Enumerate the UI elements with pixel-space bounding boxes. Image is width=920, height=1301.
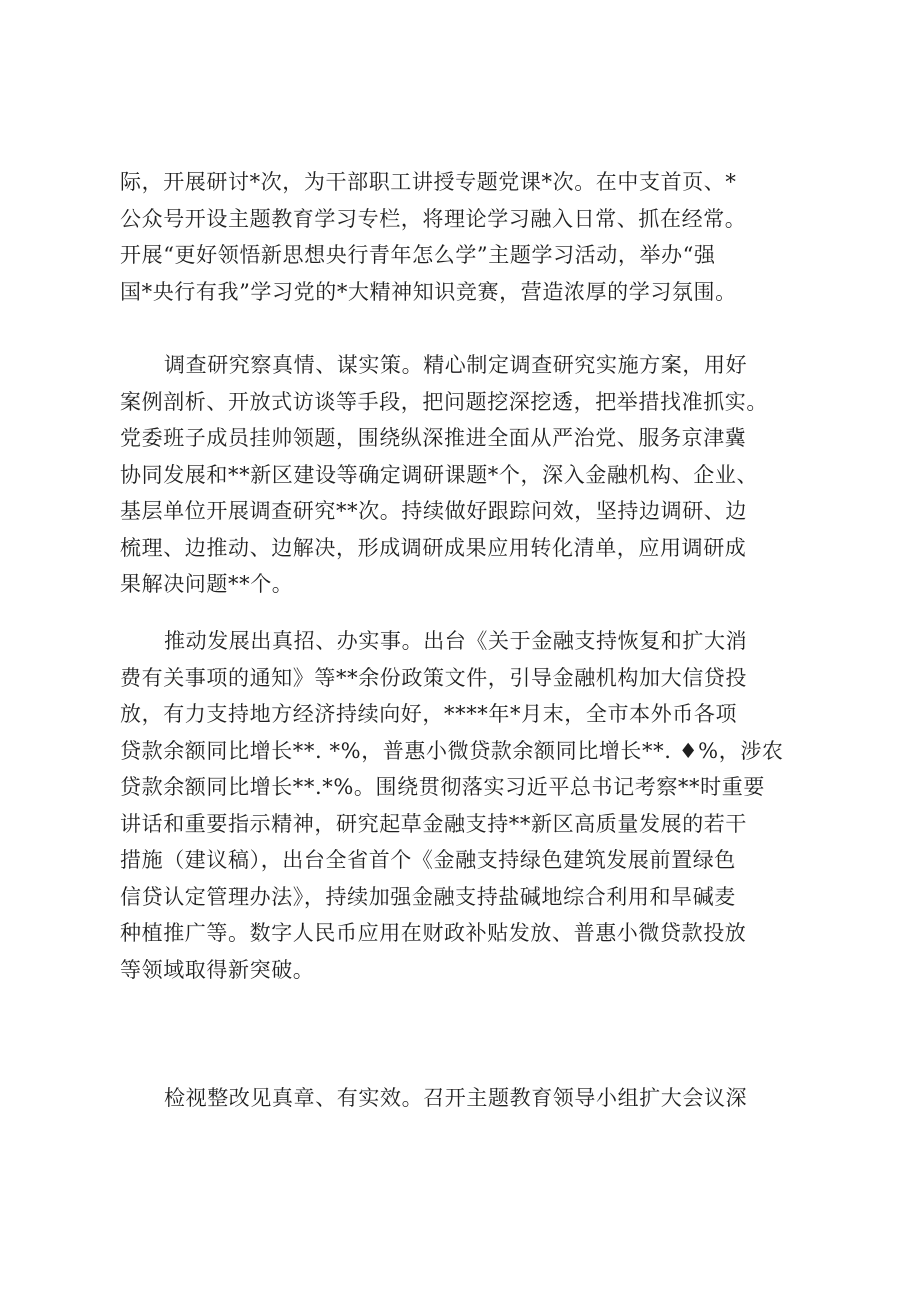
text-line: 等领域取得新突破。: [120, 957, 315, 982]
text-line: 公众号开设主题教育学习专栏，将理论学习融入日常、抓在经常。: [120, 206, 747, 231]
text-line: 协同发展和**新区建设等确定调研课题*个，深入金融机构、企业、: [120, 462, 759, 487]
text-line: 费有关事项的通知》等**余份政策文件，引导金融机构加大信贷投: [120, 665, 747, 690]
text-line: 放，有力支持地方经济持续向好，****年*月末，全市本外币各项: [120, 702, 738, 726]
text-line: 开展“更好领悟新思想央行青年怎么学”主题学习活动，举办“强: [120, 243, 716, 267]
paragraph-development: [120, 623, 820, 988]
text-line: 梳理、边推动、边解决，形成调研成果应用转化清单，应用调研成: [120, 535, 747, 560]
text-line: 信贷认定管理办法》，持续加强金融支持盐碱地综合利用和旱碱麦: [120, 884, 736, 909]
text-line: 检视整改见真章、有实效。召开主题教育领导小组扩大会议深: [164, 1086, 748, 1110]
paragraph-study: [120, 164, 820, 310]
text-line: 果解决问题**个。: [120, 572, 294, 596]
text-line: 贷款余额同比增长**. *%，普惠小微贷款余额同比增长**. ♦%，涉农: [120, 738, 784, 763]
text-line: 案例剖析、开放式访谈等手段，把问题挖深挖透，把举措找准抓实。: [120, 389, 768, 414]
text-line: 基层单位开展调查研究**次。持续做好跟踪问效，坚持边调研、边: [120, 499, 747, 523]
text-line: 调查研究察真情、谋实策。精心制定调查研究实施方案，用好: [164, 353, 748, 377]
text-line: 党委班子成员挂帅领题，围绕纵深推进全面从严治党、服务京津冀: [120, 426, 747, 450]
text-line: 际，开展研讨*次，为干部职工讲授专题党课*次。在中支首页、*: [120, 170, 737, 194]
text-line: 措施（建议稿），出台全省首个《金融支持绿色建筑发展前置绿色: [120, 848, 736, 872]
text-line: 种植推广等。数字人民币应用在财政补贴发放、普惠小微贷款投放: [120, 921, 747, 945]
paragraph-research: [120, 347, 820, 603]
text-line: 贷款余额同比增长**.*%。围绕贯彻落实习近平总书记考察**时重要: [120, 775, 765, 799]
text-line: 推动发展出真招、办实事。出台《关于金融支持恢复和扩大消: [164, 629, 748, 653]
paragraph-rectification: [120, 1080, 820, 1117]
text-line: 讲话和重要指示精神，研究起草金融支持**新区高质量发展的若干: [120, 811, 747, 836]
text-line: 国*央行有我”学习党的*大精神知识竞赛，营造浓厚的学习氛围。: [120, 279, 737, 304]
